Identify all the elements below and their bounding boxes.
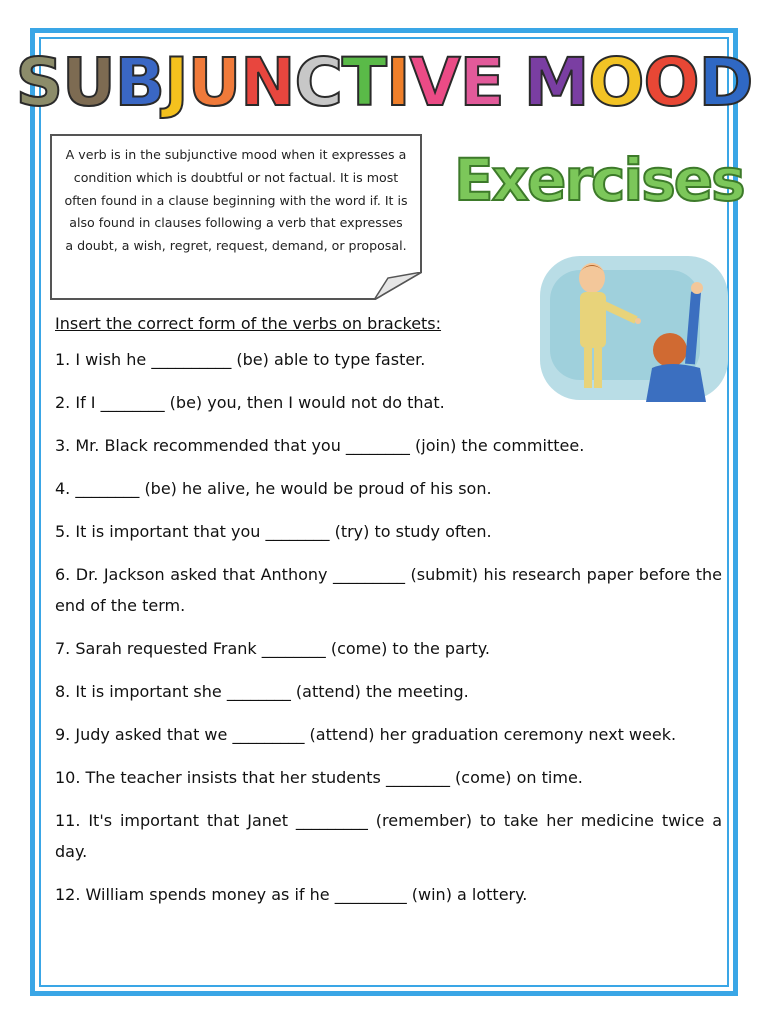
title-letter: O xyxy=(643,44,699,121)
question-item: 4. ________ (be) he alive, he would be proud of his son. xyxy=(55,479,492,498)
question-item: 9. Judy asked that we _________ (attend) her graduation ceremony next week. xyxy=(55,725,677,744)
title-letter: V xyxy=(409,44,460,121)
definition-text: A verb is in the subjunctive mood when it expresses a condition which is doubtful or not factual. It is most often found in a clause beginning with the word if. It is also found in clauses following a verb that expresses a doubt, a wish, regret, request, demand, or proposal. xyxy=(64,147,408,254)
question-item: 12. William spends money as if he _________ (win) a lottery. xyxy=(55,885,528,904)
exercises-heading: Exercises xyxy=(454,146,744,214)
title-letter: D xyxy=(698,44,753,121)
title-letter: O xyxy=(588,44,644,121)
title-letter: T xyxy=(341,44,386,121)
question-item: 1. I wish he __________ (be) able to type faster. xyxy=(55,350,426,369)
question-item: 6. Dr. Jackson asked that Anthony _________ (submit) his research paper before the end of the term. xyxy=(55,565,722,615)
title-letter: E xyxy=(459,44,504,121)
instruction-text: Insert the correct form of the verbs on brackets: xyxy=(55,314,442,333)
exercise-section xyxy=(55,312,722,922)
question-item: 11. It's important that Janet _________ (remember) to take her medicine twice a day. xyxy=(55,811,722,861)
title-letter: S xyxy=(15,44,63,121)
title-letter: N xyxy=(240,44,295,121)
question-item: 7. Sarah requested Frank ________ (come) to the party. xyxy=(55,639,490,658)
question-item: 10. The teacher insists that her students ________ (come) on time. xyxy=(55,768,583,787)
question-item: 3. Mr. Black recommended that you ________ (join) the committee. xyxy=(55,436,585,455)
page-curl-icon xyxy=(374,272,422,300)
title-letter: M xyxy=(523,44,589,121)
definition-note xyxy=(50,134,422,300)
question-item: 5. It is important that you ________ (try) to study often. xyxy=(55,522,492,541)
title-letter: U xyxy=(187,44,241,121)
question-item: 2. If I ________ (be) you, then I would not do that. xyxy=(55,393,445,412)
title-letter: B xyxy=(114,44,165,121)
question-item: 8. It is important she ________ (attend) the meeting. xyxy=(55,682,469,701)
title-space xyxy=(504,50,524,116)
title-letter: U xyxy=(62,44,115,121)
worksheet-title xyxy=(15,38,753,128)
title-letter: J xyxy=(164,44,188,121)
title-letter: C xyxy=(294,44,342,121)
title-letter: I xyxy=(385,44,410,121)
